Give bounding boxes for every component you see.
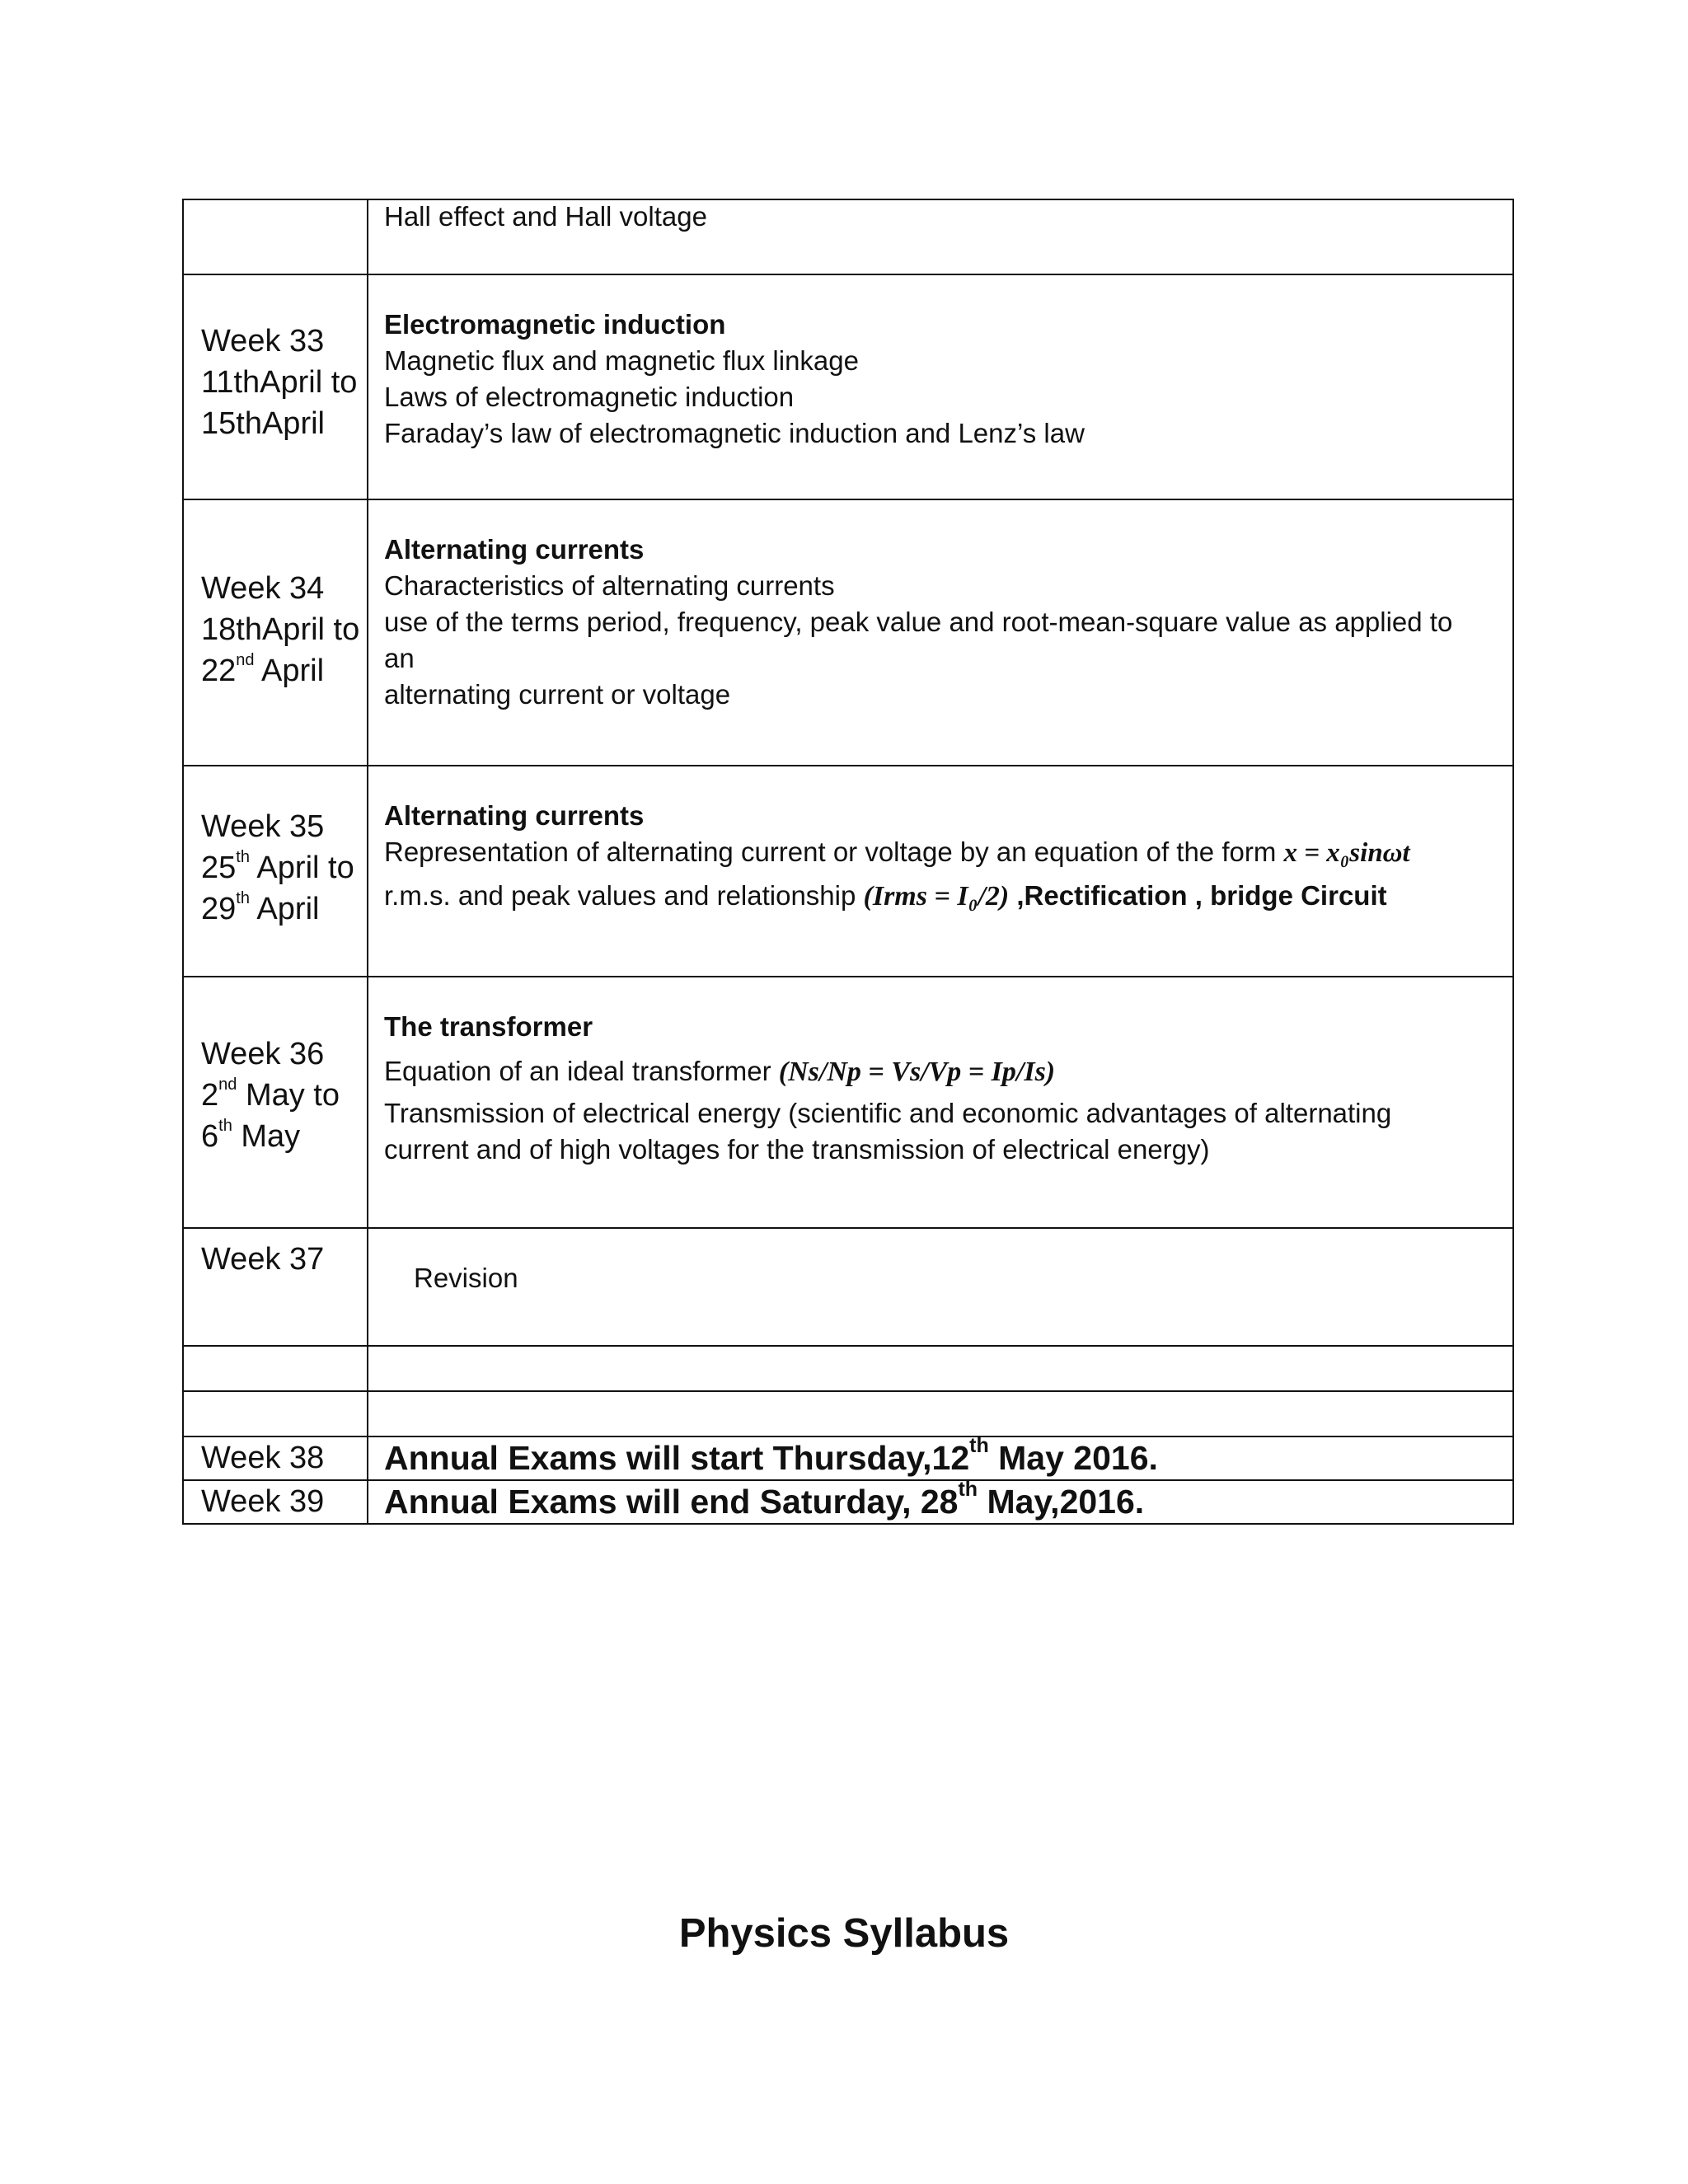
week-cell (183, 1391, 368, 1436)
content-cell (368, 1391, 1513, 1436)
week-dates: 18thApril to (201, 612, 360, 647)
week-label: Week 35 (201, 809, 325, 844)
table-row (183, 1391, 1513, 1436)
rms-equation: (Irms = I₀/2) (863, 881, 1010, 912)
sine-equation: x = x₀sinωt (1283, 838, 1410, 868)
content-cell (368, 1346, 1513, 1391)
week-label: Week 36 (201, 1037, 325, 1071)
week-cell (183, 766, 368, 977)
week-dates: 25th April to (201, 848, 354, 885)
week-cell (183, 1346, 368, 1391)
topic-line: Characteristics of alternating currents (384, 570, 835, 601)
content-cell (368, 199, 1513, 274)
week-label: Week 34 (201, 571, 325, 606)
topic-line: r.m.s. and peak values and relationship (Irms = I₀/2) ,Rectification , bridge Circuit (384, 880, 1387, 912)
topic-line: alternating current or voltage (384, 679, 731, 710)
topic-heading: Alternating currents (384, 800, 645, 831)
topic-line: Laws of electromagnetic induction (384, 382, 795, 412)
week-dates: 22nd April (201, 651, 325, 688)
week-cell (183, 1436, 368, 1480)
week-dates: 15thApril (201, 406, 325, 441)
page-footer-title: Physics Syllabus (678, 1911, 1010, 1956)
topic-line: current and of high voltages for the transmission of electrical energy) (384, 1134, 1210, 1165)
topic-heading: The transformer (384, 1011, 593, 1042)
transformer-equation: (Ns/Np = Vs/Vp = Ip/Is) (778, 1057, 1056, 1087)
week-cell (183, 1228, 368, 1346)
week-label: Week 37 (201, 1242, 325, 1277)
week-cell (183, 977, 368, 1228)
topic-line: use of the terms period, frequency, peak value and root-mean-square value as applied to (384, 607, 1453, 637)
syllabus-table (182, 199, 1514, 1525)
week-label: Week 39 (201, 1484, 325, 1519)
table-row (183, 1346, 1513, 1391)
topic-line: Representation of alternating current or voltage by an equation of the form x = x₀sinωt (384, 837, 1410, 868)
content-cell (368, 766, 1513, 977)
week-label: Week 38 (201, 1441, 325, 1475)
topic-heading: Electromagnetic induction (384, 309, 726, 340)
content-cell (368, 274, 1513, 499)
content-cell (368, 977, 1513, 1228)
content-cell (368, 1480, 1513, 1524)
topic-line: Hall effect and Hall voltage (384, 201, 707, 232)
week-dates: 2nd May to (201, 1076, 340, 1113)
week-label: Week 33 (201, 324, 325, 359)
table-row (183, 1436, 1513, 1480)
topic-line: Transmission of electrical energy (scientific and economic advantages of alternating (384, 1098, 1392, 1128)
topic-line: Faraday’s law of electromagnetic induction and Lenz’s law (384, 418, 1085, 448)
table-row (183, 199, 1513, 274)
table-row (183, 499, 1513, 766)
content-cell (368, 1228, 1513, 1346)
topic-heading: Alternating currents (384, 534, 645, 565)
table-row (183, 1480, 1513, 1524)
exam-notice: Annual Exams will end Saturday, 28th May,2016. (384, 1478, 1145, 1521)
table-row (183, 274, 1513, 499)
revision-text: Revision (414, 1263, 518, 1293)
content-cell (368, 1436, 1513, 1480)
week-dates: 11thApril to (201, 365, 358, 400)
topic-line: Magnetic flux and magnetic flux linkage (384, 345, 859, 376)
week-dates: 6th May (201, 1117, 301, 1154)
week-dates: 29th April (201, 889, 320, 926)
table-row (183, 1228, 1513, 1346)
week-cell (183, 274, 368, 499)
topic-line: Equation of an ideal transformer (Ns/Np = Vs/Vp = Ip/Is) (384, 1056, 1056, 1087)
content-cell (368, 499, 1513, 766)
week-cell (183, 1480, 368, 1524)
table-row (183, 766, 1513, 977)
week-cell (183, 499, 368, 766)
week-cell (183, 199, 368, 274)
exam-notice: Annual Exams will start Thursday,12th May 2016. (384, 1434, 1158, 1477)
topic-line: an (384, 643, 415, 673)
table-row (183, 977, 1513, 1228)
